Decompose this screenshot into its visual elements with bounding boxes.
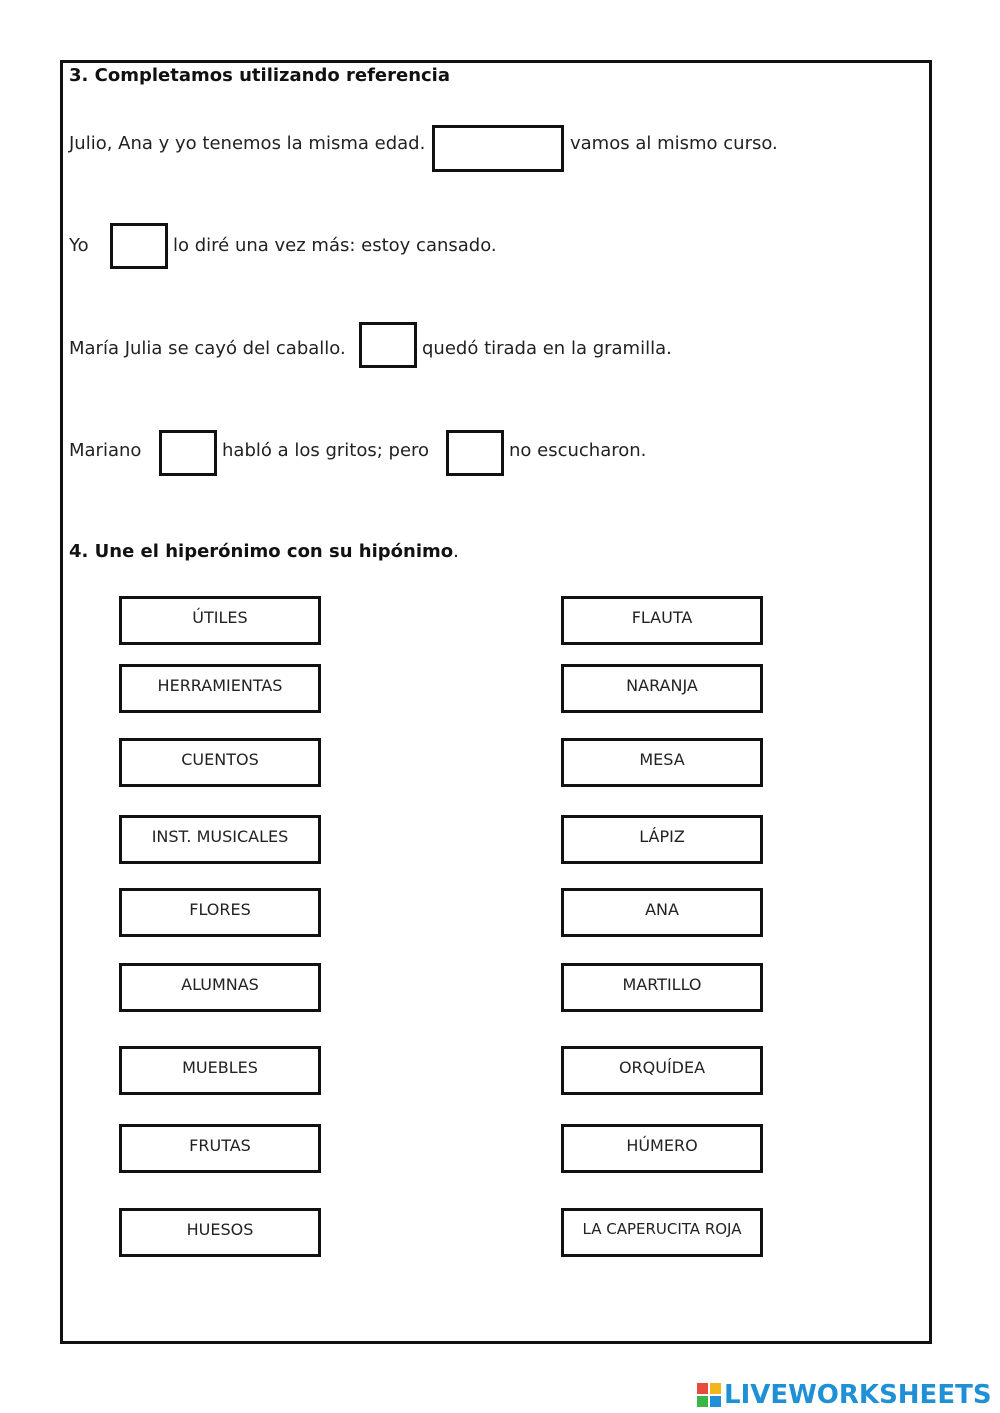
hyponym-card[interactable]: MARTILLO xyxy=(561,963,763,1012)
hyponym-card[interactable]: HÚMERO xyxy=(561,1124,763,1173)
logo-square xyxy=(697,1383,708,1394)
section-3-title xyxy=(69,65,450,86)
sentence-4-middle: habló a los gritos; pero xyxy=(222,440,430,461)
sentence-1-before: Julio, Ana y yo tenemos la misma edad. xyxy=(69,133,426,154)
hypernym-card[interactable]: ALUMNAS xyxy=(119,963,321,1012)
sentence-4-before: Mariano xyxy=(69,440,142,461)
hyponym-card[interactable]: NARANJA xyxy=(561,664,763,713)
sentence-2-after: lo diré una vez más: estoy cansado. xyxy=(173,235,497,256)
brand-name: LIVEWORKSHEETS xyxy=(724,1380,992,1410)
hypernym-card[interactable]: FLORES xyxy=(119,888,321,937)
hyponym-card[interactable]: MESA xyxy=(561,738,763,787)
logo-square xyxy=(697,1396,708,1407)
hypernym-card[interactable]: HERRAMIENTAS xyxy=(119,664,321,713)
blank-input-3[interactable] xyxy=(359,322,417,368)
hypernym-card[interactable]: ÚTILES xyxy=(119,596,321,645)
hyponym-card[interactable]: LÁPIZ xyxy=(561,815,763,864)
hyponym-card[interactable]: ORQUÍDEA xyxy=(561,1046,763,1095)
hyponym-card[interactable]: LA CAPERUCITA ROJA xyxy=(561,1208,763,1257)
sentence-2-before: Yo xyxy=(69,235,89,256)
logo-square xyxy=(710,1396,721,1407)
hypernym-card[interactable]: CUENTOS xyxy=(119,738,321,787)
section-4-title xyxy=(69,541,459,562)
blank-input-2[interactable] xyxy=(110,223,168,269)
sentence-3-before: María Julia se cayó del caballo. xyxy=(69,338,346,359)
liveworksheets-logo xyxy=(697,1378,992,1412)
hypernym-card[interactable]: MUEBLES xyxy=(119,1046,321,1095)
section-4-number: 4. xyxy=(69,541,89,562)
logo-mark-icon xyxy=(697,1383,721,1407)
sentence-1-after: vamos al mismo curso. xyxy=(570,133,778,154)
sentence-4-after: no escucharon. xyxy=(509,440,647,461)
hypernym-card[interactable]: FRUTAS xyxy=(119,1124,321,1173)
hypernym-card[interactable]: INST. MUSICALES xyxy=(119,815,321,864)
hypernym-card[interactable]: HUESOS xyxy=(119,1208,321,1257)
section-4-heading-end: . xyxy=(453,541,459,562)
sentence-3-after: quedó tirada en la gramilla. xyxy=(422,338,672,359)
hyponym-card[interactable]: FLAUTA xyxy=(561,596,763,645)
logo-square xyxy=(710,1383,721,1394)
blank-input-1[interactable] xyxy=(432,125,564,172)
blank-input-4a[interactable] xyxy=(159,430,217,476)
hyponym-card[interactable]: ANA xyxy=(561,888,763,937)
section-3-number: 3. xyxy=(69,65,89,86)
blank-input-4b[interactable] xyxy=(446,430,504,476)
section-4-heading: Une el hiperónimo con su hipónimo xyxy=(94,541,454,562)
section-3-heading: Completamos utilizando referencia xyxy=(94,65,450,86)
